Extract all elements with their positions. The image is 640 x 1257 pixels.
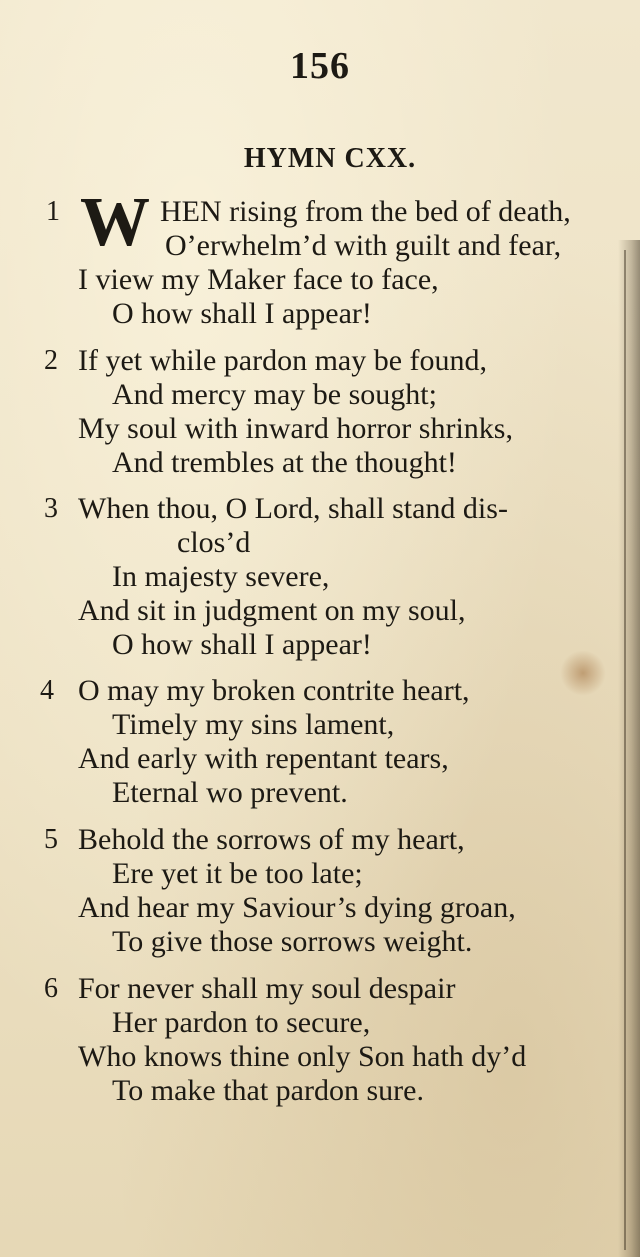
- hymn-line: My soul with inward horror shrinks,: [78, 412, 513, 445]
- hymn-line: For never shall my soul despair: [78, 972, 456, 1005]
- hymn-line: Ere yet it be too late;: [112, 857, 363, 890]
- hymn-line: O how shall I appear!: [112, 297, 372, 330]
- stanza-number: 3: [44, 493, 58, 524]
- hymn-line: In majesty severe,: [112, 560, 330, 593]
- hymn-line: Eternal wo prevent.: [112, 776, 348, 809]
- paper-stain: [560, 650, 606, 696]
- hymn-line: When thou, O Lord, shall stand dis-: [78, 492, 508, 525]
- hymn-line: And hear my Saviour’s dying groan,: [78, 891, 516, 924]
- hymn-line: I view my Maker face to face,: [78, 263, 439, 296]
- page-binding-shadow: [618, 240, 640, 1257]
- hymn-line: And mercy may be sought;: [112, 378, 437, 411]
- stanza-number: 1: [46, 196, 60, 227]
- hymn-line: If yet while pardon may be found,: [78, 344, 488, 377]
- hymn-line: O how shall I appear!: [112, 628, 372, 661]
- hymn-line: Behold the sorrows of my heart,: [78, 823, 465, 856]
- hymn-title: HYMN CXX.: [243, 143, 417, 174]
- stanza-number: 4: [40, 675, 54, 706]
- page-number: 156: [290, 45, 350, 87]
- hymn-line: O may my broken contrite heart,: [78, 674, 470, 707]
- hymn-line: Timely my sins lament,: [112, 708, 395, 741]
- hymn-line: Her pardon to secure,: [112, 1006, 371, 1039]
- hymn-line: HEN rising from the bed of death,: [160, 195, 571, 228]
- hymn-line: Who knows thine only Son hath dy’d: [78, 1040, 527, 1073]
- hymn-line: And sit in judgment on my soul,: [78, 594, 466, 627]
- hymn-line: And trembles at the thought!: [112, 446, 457, 479]
- page-edge-line: [624, 250, 626, 1250]
- hymn-line: To make that pardon sure.: [112, 1074, 424, 1107]
- stanza-number: 6: [44, 973, 58, 1004]
- stanza-number: 5: [44, 824, 58, 855]
- hymn-line: O’erwhelm’d with guilt and fear,: [165, 229, 562, 262]
- hymn-line: And early with repentant tears,: [78, 742, 449, 775]
- stanza-number: 2: [44, 345, 58, 376]
- hymn-line: clos’d: [177, 526, 251, 559]
- hymn-line: To give those sorrows weight.: [112, 925, 473, 958]
- drop-cap: W: [80, 184, 150, 261]
